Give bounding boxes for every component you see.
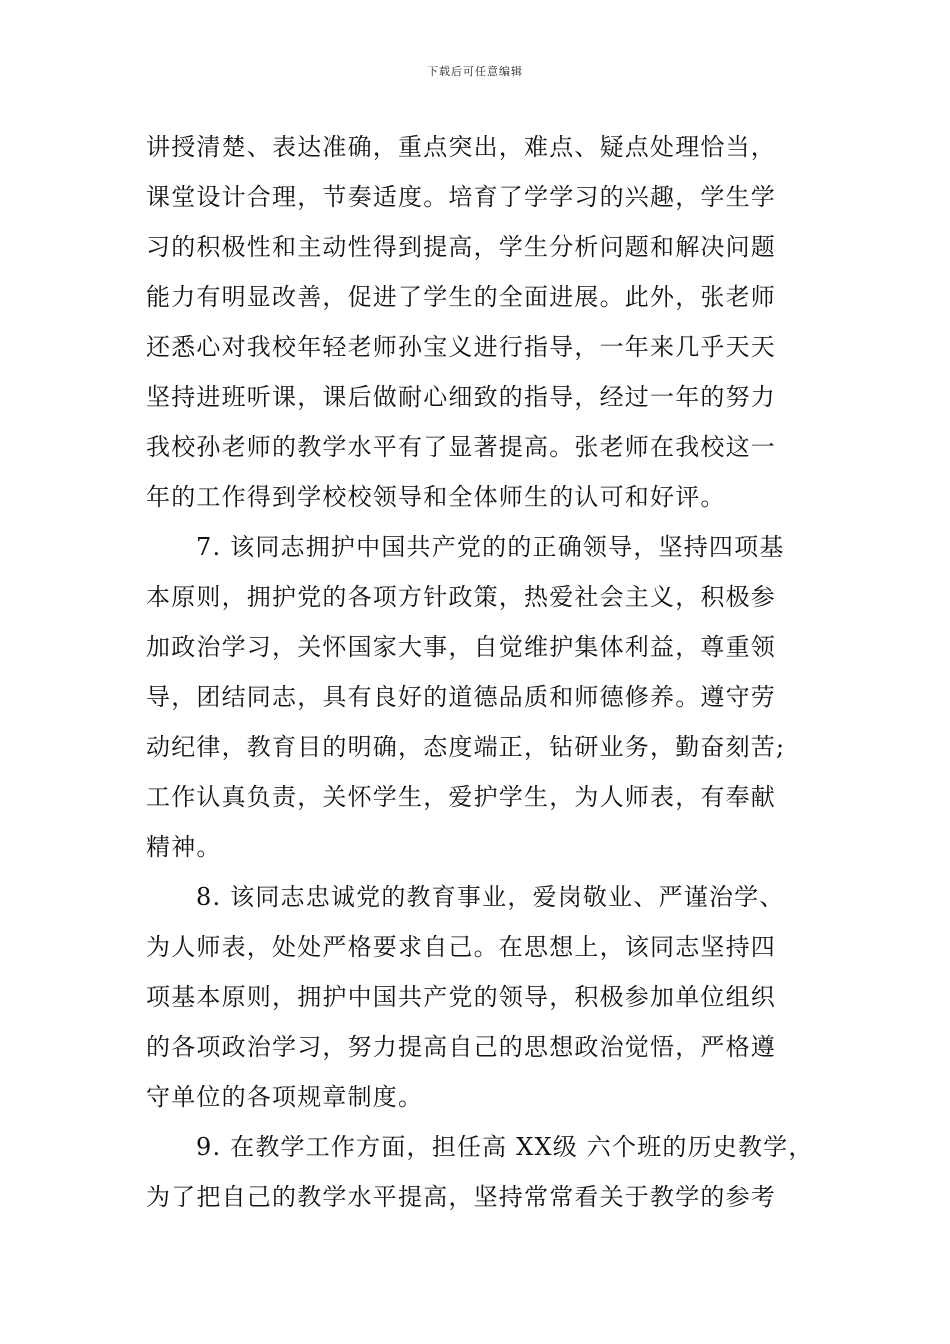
text-line: 导，团结同志，具有良好的道德品质和师德修养。遵守劳 (146, 683, 776, 711)
text-line: 守单位的各项规章制度。 (146, 1083, 424, 1111)
paragraph-9-start: 9. 在教学工作方面，担任高 XX级 六个班的历史教学， (196, 1133, 814, 1161)
text-line: 为了把自己的教学水平提高，坚持常常看关于教学的参考 (146, 1183, 776, 1211)
text-line: 项基本原则，拥护中国共产党的领导，积极参加单位组织 (146, 983, 776, 1011)
text-line: 精神。 (146, 833, 222, 861)
text-line: 讲授清楚、表达准确，重点突出，难点、疑点处理恰当， (146, 133, 776, 161)
paragraph-7-start: 7. 该同志拥护中国共产党的的正确领导，坚持四项基 (196, 533, 785, 561)
text-line: 年的工作得到学校校领导和全体师生的认可和好评。 (146, 483, 726, 511)
text-line: 习的积极性和主动性得到提高，学生分析问题和解决问题 (146, 233, 776, 261)
paragraph-8-start: 8. 该同志忠诚党的教育事业，爱岗敬业、严谨治学、 (196, 883, 785, 911)
text-line: 坚持进班听课，课后做耐心细致的指导，经过一年的努力 (146, 383, 776, 411)
text-line: 我校孙老师的教学水平有了显著提高。张老师在我校这一 (146, 433, 776, 461)
text-line: 工作认真负责，关怀学生，爱护学生，为人师表，有奉献 (146, 783, 776, 811)
text-line: 动纪律，教育目的明确，态度端正，钻研业务，勤奋刻苦; (146, 733, 786, 761)
page-header: 下载后可任意编辑 (427, 65, 523, 78)
text-line: 加政治学习，关怀国家大事，自觉维护集体利益，尊重领 (146, 633, 776, 661)
text-line: 课堂设计合理，节奏适度。培育了学学习的兴趣，学生学 (146, 183, 776, 211)
text-line: 为人师表，处处严格要求自己。在思想上，该同志坚持四 (146, 933, 776, 961)
text-line: 的各项政治学习，努力提高自己的思想政治觉悟，严格遵 (146, 1033, 776, 1061)
text-line: 能力有明显改善，促进了学生的全面进展。此外，张老师 (146, 283, 776, 311)
text-line: 还悉心对我校年轻老师孙宝义进行指导，一年来几乎天天 (146, 333, 776, 361)
text-line: 本原则，拥护党的各项方针政策，热爱社会主义，积极参 (146, 583, 776, 611)
